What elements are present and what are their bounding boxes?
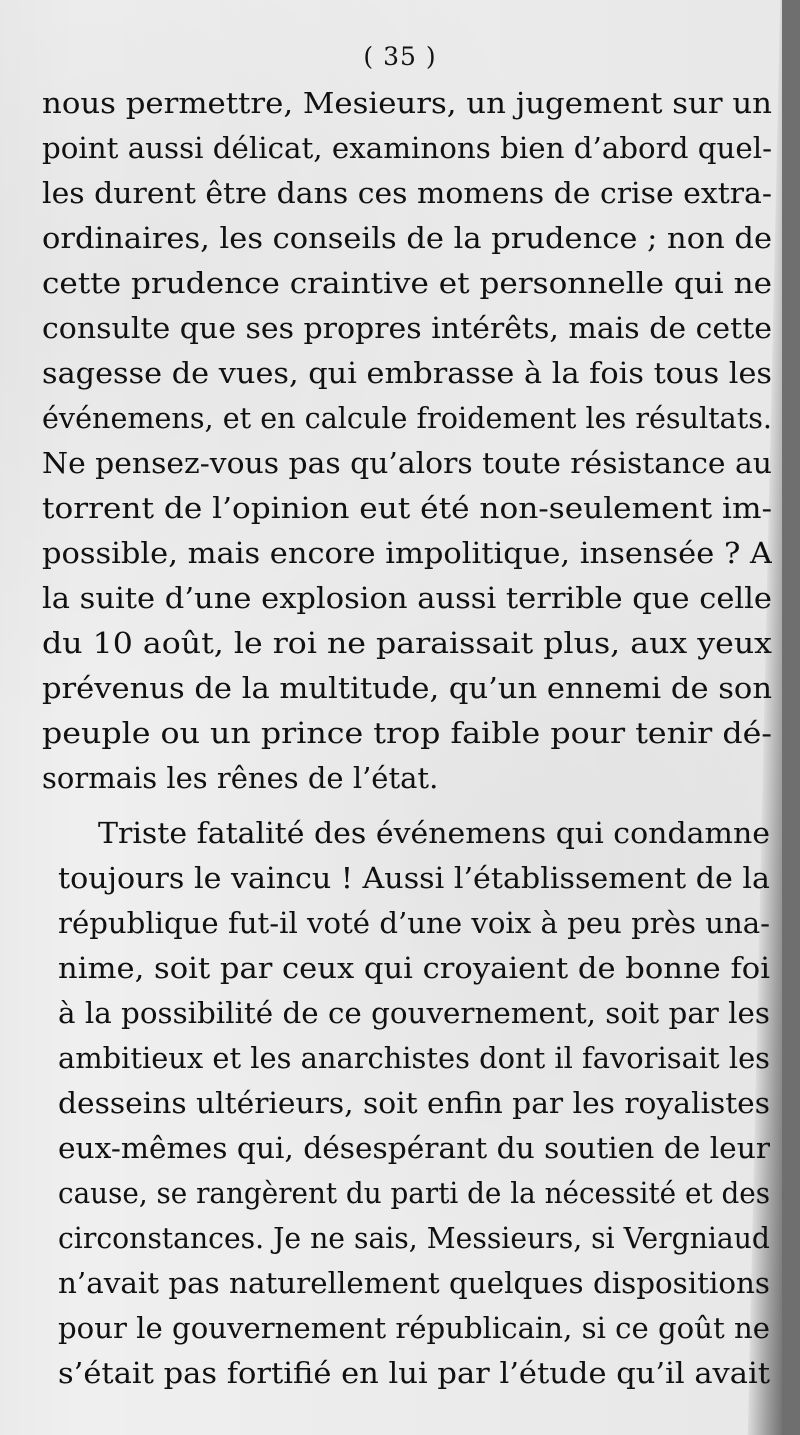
text-line: torrent de l’opinion eut été non-seulement im- (42, 491, 772, 525)
text-line: toujours le vaincu ! Aussi l’établissement de la (58, 861, 770, 895)
text-line: nous permettre, Mesieurs, un jugement sur un (42, 86, 772, 120)
text-line: ambitieux et les anarchistes dont il favorisait les (58, 1041, 770, 1075)
text-line: eux-mêmes qui, désespérant du soutien de leur (58, 1131, 770, 1165)
text-line: ordinaires, les conseils de la prudence ; non de (42, 221, 772, 255)
text-line: circonstances. Je ne sais, Messieurs, si Vergniaud (58, 1221, 770, 1255)
text-line: s’était pas fortifié en lui par l’étude qu’il avait (58, 1356, 770, 1390)
text-line: nime, soit par ceux qui croyaient de bonne foi (58, 951, 770, 985)
text-line: desseins ultérieurs, soit enfin par les royalistes (58, 1086, 770, 1120)
text-line: peuple ou un prince trop faible pour tenir dé- (42, 716, 772, 750)
text-line: république fut-il voté d’une voix à peu près una- (58, 906, 770, 940)
text-line: cette prudence craintive et personnelle qui ne (42, 266, 772, 300)
text-line: les durent être dans ces momens de crise extra- (42, 176, 772, 210)
text-line: Triste fatalité des événemens qui condamne (98, 816, 770, 850)
text-line: à la possibilité de ce gouvernement, soit par les (58, 996, 770, 1030)
text-line: consulte que ses propres intérêts, mais de cette (42, 311, 772, 345)
text-line: Ne pensez-vous pas qu’alors toute résistance au (42, 446, 772, 480)
text-line: pour le gouvernement républicain, si ce goût ne (58, 1311, 770, 1345)
text-line: du 10 août, le roi ne paraissait plus, aux yeux (42, 626, 772, 660)
text-line: possible, mais encore impolitique, insensée ? A (42, 536, 772, 570)
text-line: la suite d’une explosion aussi terrible que celle (42, 581, 772, 615)
text-line: point aussi délicat, examinons bien d’abord quel- (42, 131, 772, 165)
text-line: sagesse de vues, qui embrasse à la fois tous les (42, 356, 772, 390)
text-line: sormais les rênes de l’état. (42, 761, 439, 795)
page-number: ( 35 ) (363, 42, 437, 71)
text-line: cause, se rangèrent du parti de la nécessité et des (58, 1176, 770, 1210)
text-line: événemens, et en calcule froidement les résultats. (42, 401, 772, 435)
text-line: prévenus de la multitude, qu’un ennemi de son (42, 671, 772, 705)
text-line: n’avait pas naturellement quelques dispositions (58, 1266, 770, 1300)
